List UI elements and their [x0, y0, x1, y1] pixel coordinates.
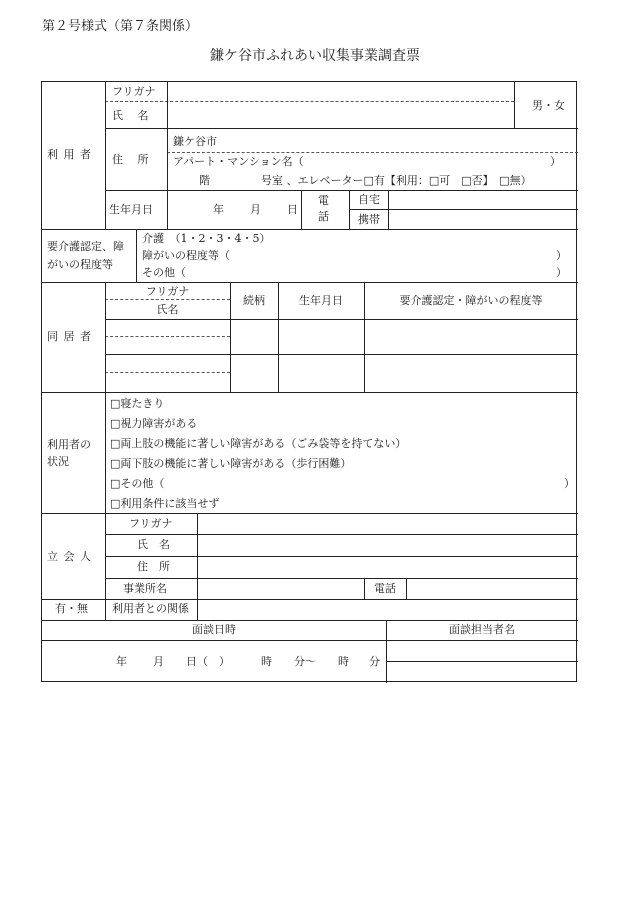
- condition-other: □その他（: [110, 477, 165, 490]
- apartment-label: アパート・マンション名（: [173, 155, 304, 168]
- condition-bedridden: □寝たきり: [110, 397, 165, 410]
- rule-hh-row1-bottom: [105, 354, 578, 355]
- rule-witness-bottom: [42, 599, 578, 600]
- care-disability-close: ）: [556, 249, 567, 262]
- room-elevator-label: 号室 、エレベーター□有【利用：□可 □否】 □無）: [261, 174, 532, 187]
- care-other: その他（: [142, 266, 186, 279]
- care-label-line2: がいの程度等: [47, 258, 113, 271]
- witness-presence-label: 有・無: [55, 602, 88, 615]
- rule-witness-phone-col: [364, 578, 365, 599]
- household-name-header: 氏名: [156, 303, 179, 316]
- rule-condition-col: [105, 392, 106, 513]
- condition-other-close: ）: [564, 477, 575, 490]
- rule-phone-value-col: [388, 190, 389, 229]
- condition-upper-limbs: □両上肢の機能に著しい障害がある（ごみ袋等を持てない）: [110, 437, 407, 450]
- rule-hh-header-bottom: [105, 319, 578, 320]
- rule-phone-col: [301, 190, 302, 229]
- birth-label: 生年月日: [109, 203, 153, 216]
- witness-relation-label: 利用者との関係: [112, 602, 189, 615]
- phone-label-bottom: 話: [318, 210, 329, 223]
- birth-year: 年: [213, 203, 224, 216]
- witness-office-label: 事業所名: [123, 582, 167, 595]
- care-disability: 障がいの程度等（: [142, 249, 230, 262]
- phone-label-top: 電: [318, 194, 329, 207]
- rule-care-bottom: [42, 282, 578, 283]
- birth-month: 月: [250, 203, 261, 216]
- birth-day: 日: [287, 203, 298, 216]
- interview-day-weekday: 日（ ）: [186, 655, 230, 668]
- rule-relation-bottom: [42, 620, 578, 621]
- care-other-close: ）: [556, 266, 567, 279]
- furigana-label: フリガナ: [112, 85, 156, 98]
- care-label-line1: 要介護認定、障: [47, 240, 124, 253]
- interview-start-minute: 分～: [294, 655, 316, 668]
- rule-user-field-col: [167, 82, 168, 229]
- condition-label-line2: 状況: [47, 455, 69, 468]
- rule-user-bottom: [42, 229, 578, 230]
- rule-care-col: [136, 229, 137, 282]
- rule-address-bottom: [105, 190, 578, 191]
- rule-staff-mid: [386, 661, 578, 662]
- address-label: 住 所: [112, 153, 149, 166]
- floor-label: 階: [199, 174, 210, 187]
- household-birth-header: 生年月日: [299, 294, 343, 307]
- mobile-phone-label: 携帯: [358, 213, 380, 226]
- condition-lower-limbs: □両下肢の機能に著しい障害がある（歩行困難）: [110, 457, 352, 470]
- rule-hh-row2-dash: [105, 372, 230, 373]
- interview-month: 月: [153, 655, 164, 668]
- household-care-header: 要介護認定・障がいの程度等: [399, 294, 543, 307]
- condition-vision: □視力障害がある: [110, 417, 198, 430]
- city-text: 鎌ケ谷市: [173, 135, 217, 148]
- form-number: 第２号様式（第７条関係）: [42, 19, 199, 34]
- rule-user-label-col: [105, 82, 106, 229]
- rule-name-bottom: [105, 128, 578, 129]
- survey-form-table: [41, 81, 577, 682]
- rule-hh-row1-dash: [105, 336, 230, 337]
- rule-condition-bottom: [42, 513, 578, 514]
- name-label: 氏 名: [112, 109, 149, 122]
- witness-name-label: 氏 名: [137, 538, 170, 551]
- rule-w-address-bottom: [105, 578, 578, 579]
- interview-end-minute: 分: [369, 655, 380, 668]
- rule-hh-furigana-dash: [105, 299, 230, 300]
- rule-interview-header-bottom: [42, 640, 578, 641]
- condition-label-line1: 利用者の: [47, 438, 91, 451]
- care-kaigo: 介護 （1・2・3・4・5）: [142, 232, 271, 245]
- user-section-label: 利 用 者: [47, 148, 92, 161]
- home-phone-label: 自宅: [358, 193, 380, 206]
- interview-staff-header: 面談担当者名: [449, 623, 515, 636]
- interview-year: 年: [116, 655, 127, 668]
- interview-end-hour: 時: [338, 655, 349, 668]
- witness-phone-label: 電話: [374, 582, 396, 595]
- page-title: 鎌ケ谷市ふれあい収集事業調査票: [210, 48, 420, 64]
- gender-label: 男・女: [532, 99, 565, 112]
- rule-witness-field-col: [197, 513, 198, 620]
- interview-date-header: 面談日時: [192, 623, 236, 636]
- rule-gender-col: [514, 82, 515, 128]
- rule-w-name-bottom: [105, 556, 578, 557]
- rule-household-bottom: [42, 392, 578, 393]
- witness-section-label: 立 会 人: [47, 550, 92, 563]
- condition-not-applicable: □利用条件に該当せず: [110, 497, 220, 510]
- household-furigana-header: フリガナ: [145, 285, 190, 298]
- rule-witness-label-col: [105, 513, 106, 620]
- apartment-close: ）: [550, 155, 561, 168]
- interview-start-hour: 時: [261, 655, 272, 668]
- witness-address-label: 住 所: [137, 560, 170, 573]
- witness-furigana-label: フリガナ: [129, 517, 173, 530]
- rule-city-dash: [167, 152, 578, 153]
- rule-w-furigana-bottom: [105, 534, 578, 535]
- rule-phone-type-col: [349, 190, 350, 229]
- rule-witness-phone-value-col: [406, 578, 407, 599]
- household-section-label: 同 居 者: [47, 330, 92, 343]
- household-relation-header: 続柄: [243, 294, 265, 307]
- rule-home-bottom: [349, 209, 578, 210]
